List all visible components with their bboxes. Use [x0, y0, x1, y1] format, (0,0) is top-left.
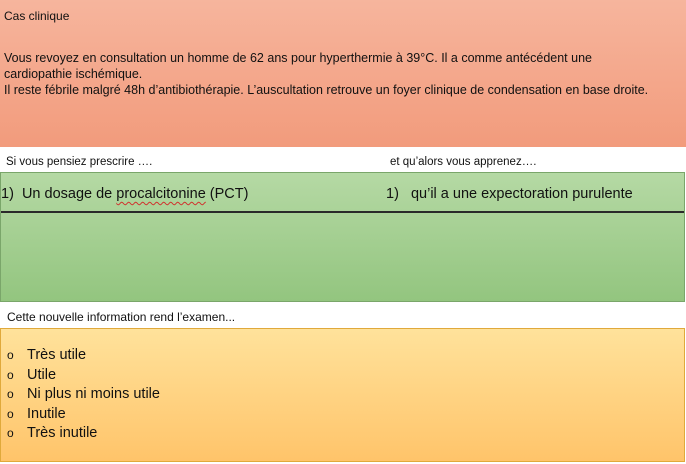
hypothesis-header-row	[0, 156, 686, 172]
prescription-answer	[1, 186, 248, 202]
radio-bullet-icon: o	[7, 348, 14, 362]
clinical-case-box	[0, 0, 686, 147]
option-label: Très inutile	[27, 425, 98, 441]
option-item[interactable]	[1, 367, 684, 387]
radio-bullet-icon: o	[7, 406, 14, 421]
options-box	[0, 328, 685, 462]
option-label: Inutile	[27, 405, 66, 422]
option-label: Très utile	[27, 347, 87, 363]
radio-bullet-icon: o	[7, 367, 14, 382]
radio-bullet-icon: o	[7, 426, 14, 440]
option-item[interactable]	[1, 406, 684, 426]
prescription-answer-prefix: 1) Un dosage de	[1, 186, 117, 202]
prescription-answer-term: procalcitonine	[116, 186, 206, 202]
case-text-line-3: Il reste fébrile malgré 48h d’antibiothérapie. L’auscultation retrouve un foyer clinique de condensation en base droite.	[4, 83, 649, 97]
case-text-line-2: cardiopathie ischémique.	[4, 67, 143, 81]
option-item[interactable]	[1, 386, 684, 406]
hypothesis-box	[0, 172, 685, 302]
option-item[interactable]	[1, 425, 684, 445]
radio-bullet-icon: o	[7, 387, 14, 401]
case-text-line-1: Vous revoyez en consultation un homme de 62 ans pour hyperthermie à 39°C. Il a comme antécédent une	[4, 51, 592, 65]
option-label: Ni plus ni moins utile	[27, 386, 160, 402]
prescription-header: Si vous pensiez prescrire ….	[6, 156, 153, 168]
option-item[interactable]	[1, 347, 684, 367]
option-label: Utile	[27, 366, 57, 383]
prescription-answer-suffix: (PCT)	[205, 186, 249, 202]
case-title: Cas clinique	[4, 9, 70, 23]
question-text: Cette nouvelle information rend l’examen...	[7, 310, 236, 324]
new-information-header: et qu’alors vous apprenez….	[390, 156, 537, 168]
answer-divider	[1, 211, 684, 213]
new-information-answer: 1) qu’il a une expectoration purulente	[386, 186, 633, 202]
